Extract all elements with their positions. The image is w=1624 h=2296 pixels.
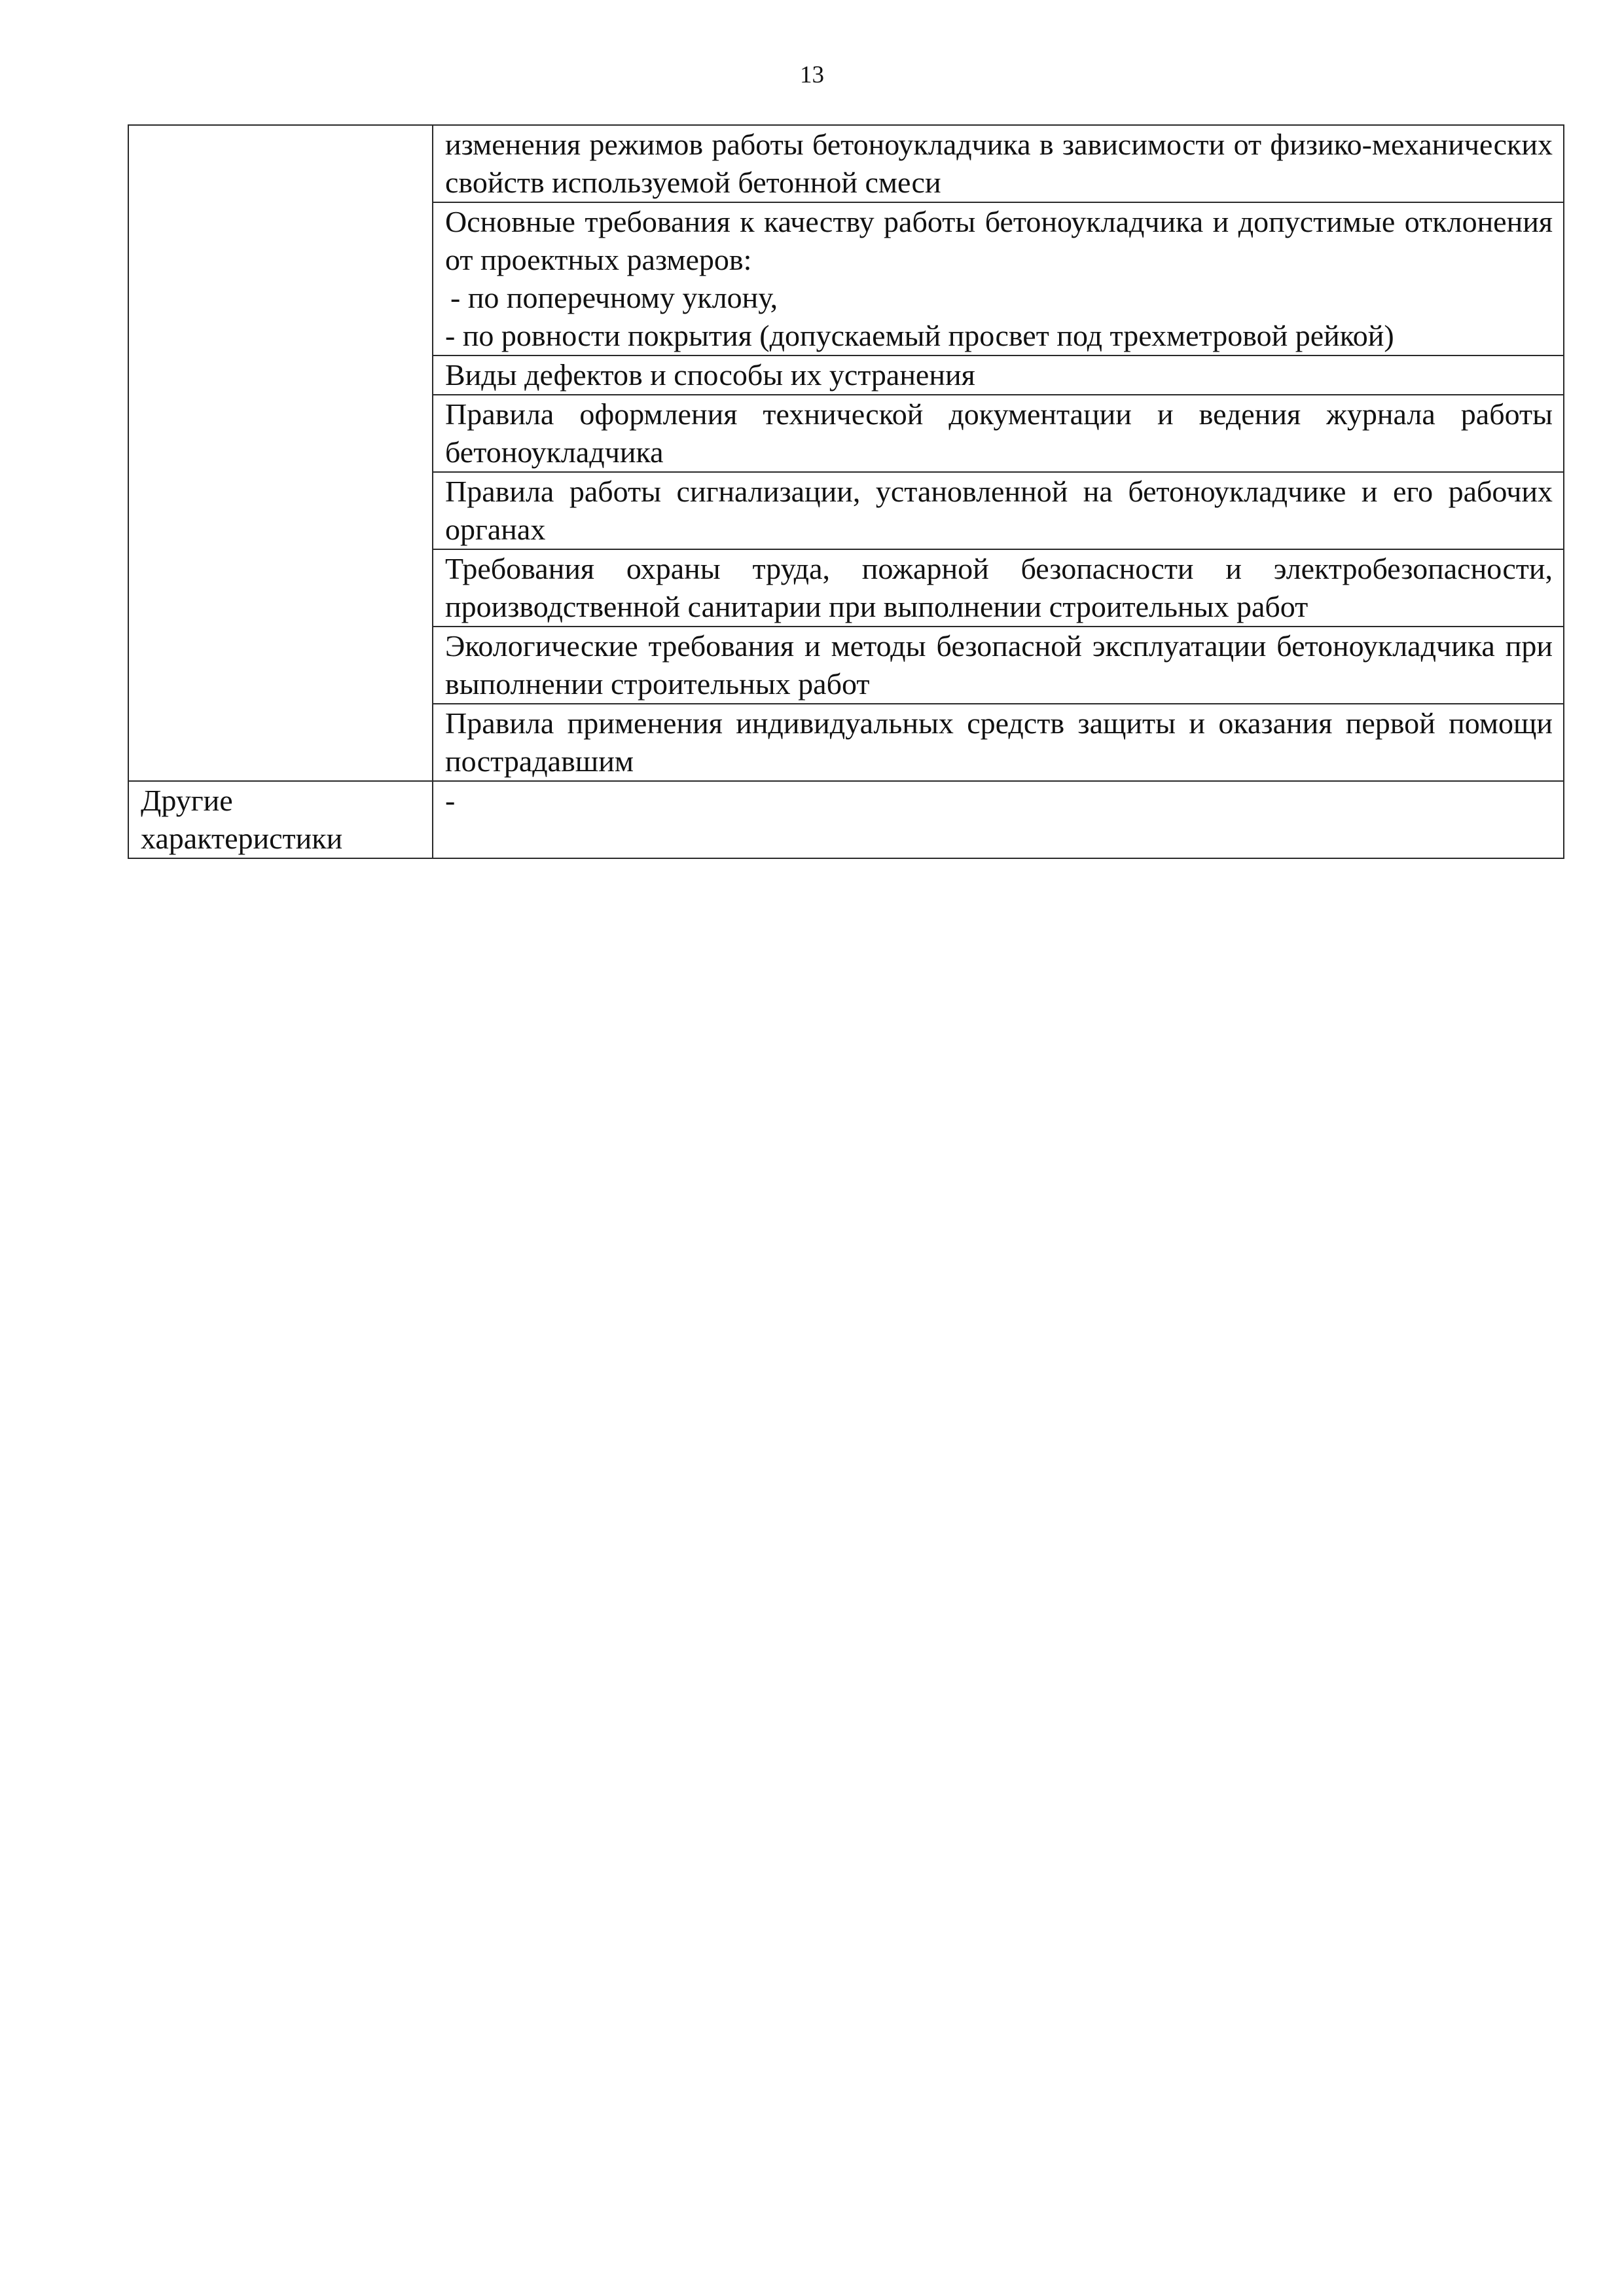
knowledge-item-text: Основные требования к качеству работы бетоноукладчика и допустимые отклонения от проектных размеров:	[445, 205, 1553, 276]
knowledge-item-text: Экологические требования и методы безопасной эксплуатации бетоноукладчика при выполнении строительных работ	[445, 629, 1553, 701]
knowledge-item-6	[433, 549, 1564, 627]
knowledge-item-text: Правила оформления технической документации и ведения журнала работы бетоноукладчика	[445, 397, 1553, 469]
list-item: - по поперечному уклону,	[450, 281, 778, 314]
other-characteristics-value: -	[445, 784, 456, 817]
knowledge-item-text: Правила работы сигнализации, установленной на бетоноукладчике и его рабочих органах	[445, 475, 1553, 546]
left-label-cell-empty	[128, 125, 433, 781]
knowledge-item-text: Правила применения индивидуальных средств защиты и оказания первой помощи пострадавшим	[445, 706, 1553, 778]
knowledge-item-8	[433, 704, 1564, 781]
other-characteristics-value-cell	[433, 781, 1564, 858]
knowledge-item-text: Виды дефектов и способы их устранения	[445, 358, 975, 392]
knowledge-item-1	[433, 125, 1564, 202]
knowledge-item-3	[433, 355, 1564, 395]
knowledge-item-text: Требования охраны труда, пожарной безопасности и электробезопасности, производственной санитарии при выполнении строительных работ	[445, 552, 1553, 623]
other-characteristics-label: Другие характеристики	[141, 784, 343, 855]
list-item: - по ровности покрытия (допускаемый просвет под трехметровой рейкой)	[445, 319, 1394, 352]
requirements-table	[128, 124, 1564, 859]
knowledge-item-4	[433, 395, 1564, 472]
knowledge-item-7	[433, 627, 1564, 704]
other-characteristics-label-cell	[128, 781, 433, 858]
knowledge-item-5	[433, 472, 1564, 549]
table-row-other	[128, 781, 1564, 858]
knowledge-item-text: изменения режимов работы бетоноукладчика в зависимости от физико-механических свойств используемой бетонной смеси	[445, 128, 1553, 199]
knowledge-item-2	[433, 202, 1564, 355]
table-row	[128, 125, 1564, 202]
page-number: 13	[800, 62, 824, 88]
